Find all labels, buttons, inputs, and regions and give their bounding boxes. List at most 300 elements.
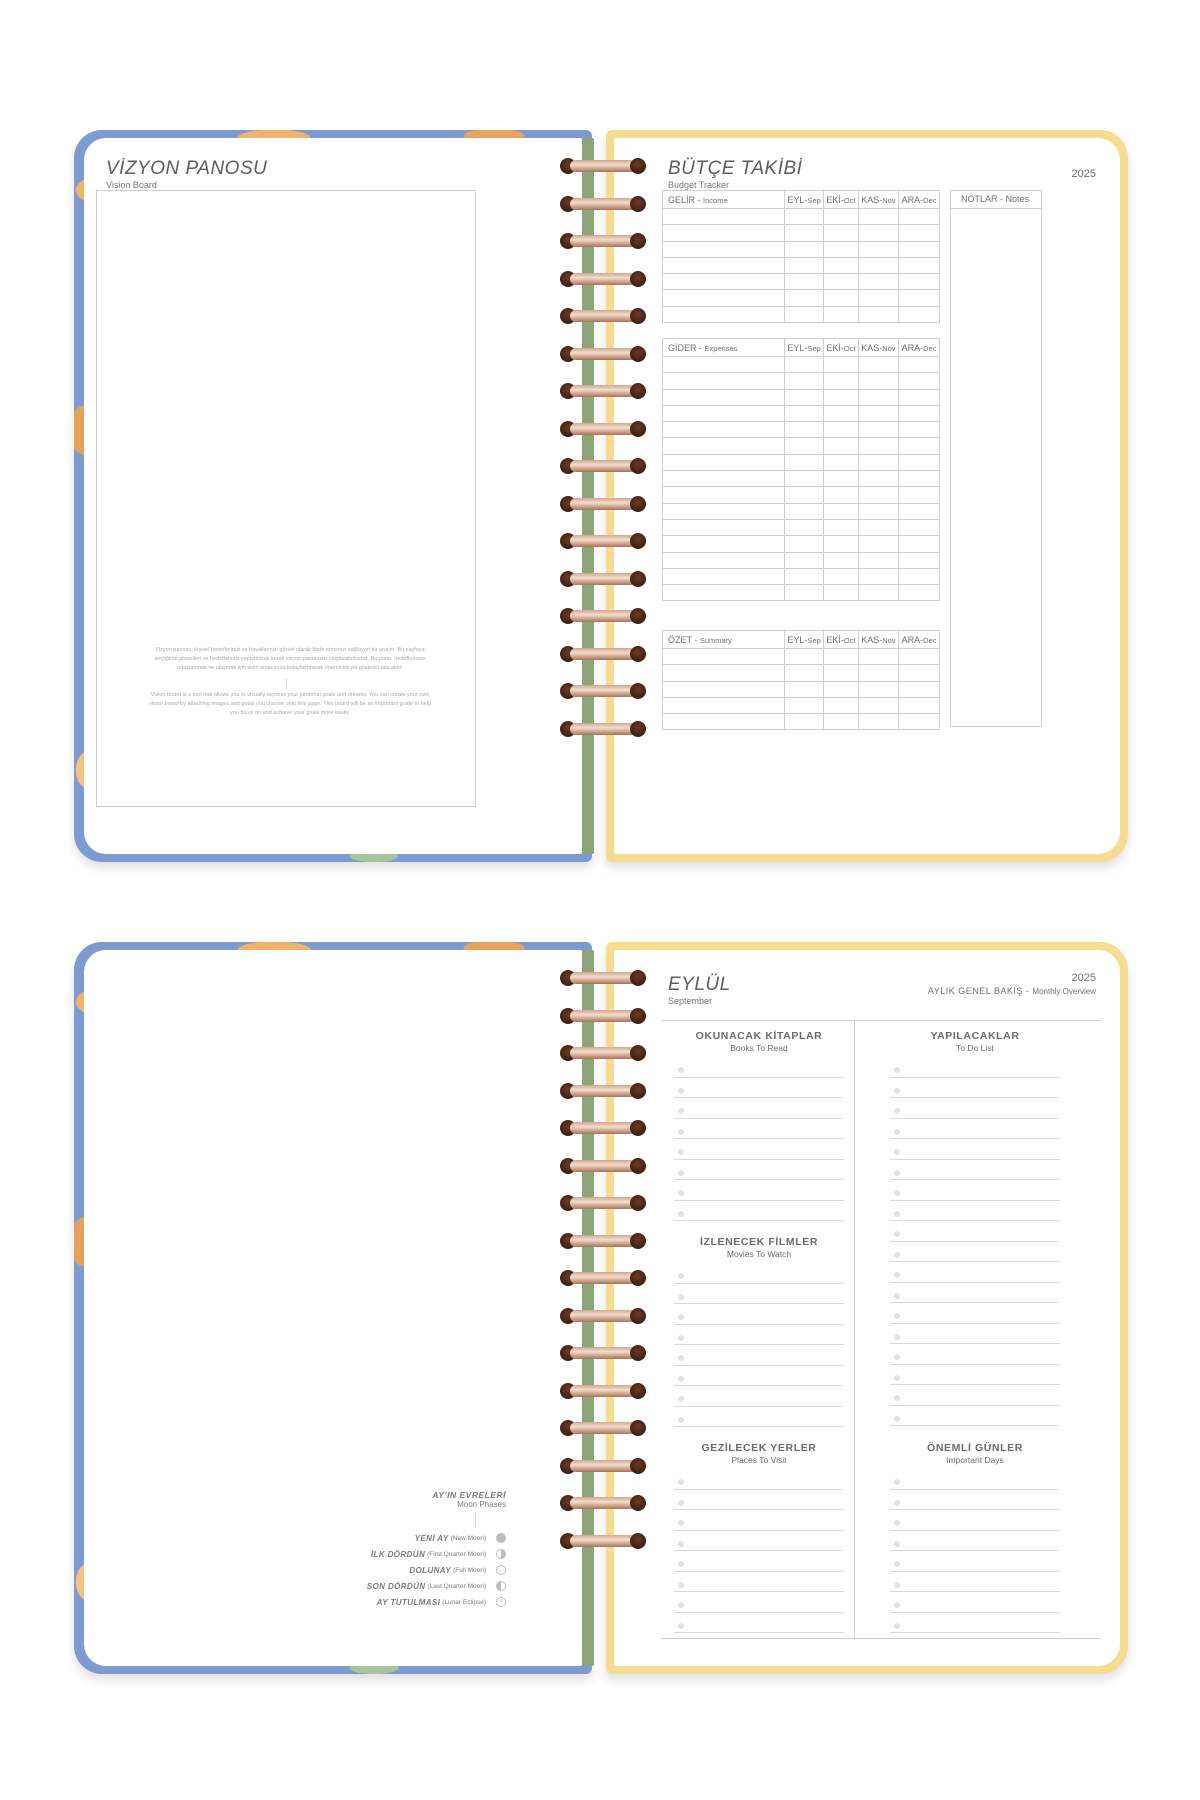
list-item[interactable]: [890, 1242, 1060, 1263]
table-cell[interactable]: [824, 697, 858, 713]
punch-hole: [630, 683, 646, 699]
table-cell[interactable]: [785, 290, 824, 306]
list-item[interactable]: [674, 1572, 844, 1593]
phase-label-tr: SON DÖRDÜN: [366, 1581, 426, 1591]
spiral-ring: [558, 1306, 648, 1326]
list-item[interactable]: [674, 1160, 844, 1181]
floral-cover-left: [74, 942, 592, 1674]
table-cell[interactable]: [899, 536, 940, 552]
list-item[interactable]: [674, 1531, 844, 1552]
table-cell[interactable]: [824, 503, 858, 519]
table-cell[interactable]: [858, 422, 898, 438]
wire-coil: [570, 1047, 636, 1059]
table-cell[interactable]: [858, 274, 898, 290]
table-cell[interactable]: [785, 225, 824, 241]
table-cell[interactable]: [785, 257, 824, 273]
punch-hole: [630, 1008, 646, 1024]
month-label-tr: ARA: [901, 342, 921, 353]
table-cell[interactable]: [663, 568, 785, 584]
table-cell[interactable]: [899, 681, 940, 697]
table-cell[interactable]: [663, 306, 785, 322]
punch-hole: [630, 646, 646, 662]
list-item[interactable]: [674, 1407, 844, 1428]
list-item[interactable]: [674, 1304, 844, 1325]
list-item[interactable]: [890, 1283, 1060, 1304]
list-item[interactable]: [890, 1078, 1060, 1099]
punch-hole: [630, 346, 646, 362]
list-item[interactable]: [890, 1139, 1060, 1160]
table-cell[interactable]: [824, 519, 858, 535]
table-cell[interactable]: [663, 649, 785, 665]
table-cell[interactable]: [858, 389, 898, 405]
table-cell[interactable]: [824, 225, 858, 241]
moon-phase-row: [367, 1565, 506, 1575]
table-cell[interactable]: [858, 665, 898, 681]
list-item[interactable]: [890, 1221, 1060, 1242]
notes-box[interactable]: [950, 190, 1042, 727]
table-cell[interactable]: [899, 503, 940, 519]
wire-coil: [570, 460, 636, 472]
month-column-header: EKİ-Oct: [824, 631, 858, 649]
list-item[interactable]: [890, 1406, 1060, 1427]
table-cell[interactable]: [785, 405, 824, 421]
table-row: [663, 487, 940, 503]
table-cell[interactable]: [663, 274, 785, 290]
moon-phase-row: [367, 1533, 506, 1543]
punch-hole: [630, 533, 646, 549]
table-cell[interactable]: [663, 665, 785, 681]
table-cell[interactable]: [824, 422, 858, 438]
moon-phase-row: [367, 1549, 506, 1559]
section-label-tr: GELİR: [668, 194, 696, 205]
table-cell[interactable]: [663, 209, 785, 225]
table-cell[interactable]: [899, 274, 940, 290]
list-item[interactable]: [890, 1160, 1060, 1181]
punch-hole: [630, 721, 646, 737]
month-label-en: Sep: [807, 635, 821, 645]
spiral-ring: [558, 644, 648, 664]
section-subtitle: Places To Visit: [731, 1455, 787, 1465]
table-cell[interactable]: [858, 225, 898, 241]
table-cell[interactable]: [824, 241, 858, 257]
table-cell[interactable]: [663, 257, 785, 273]
moon-phase-row: [367, 1597, 506, 1607]
table-row: [663, 357, 940, 373]
overview-label-en: Monthly Overview: [1032, 987, 1096, 996]
list-item[interactable]: [890, 1551, 1060, 1572]
list-item[interactable]: [674, 1119, 844, 1140]
table-cell[interactable]: [785, 373, 824, 389]
section-label-en: Expenses: [704, 343, 738, 353]
table-cell[interactable]: [899, 241, 940, 257]
table-cell[interactable]: [824, 405, 858, 421]
list-item[interactable]: [674, 1201, 844, 1222]
table-cell[interactable]: [899, 649, 940, 665]
wire-coil: [570, 1160, 636, 1172]
table-cell[interactable]: [824, 290, 858, 306]
table-cell[interactable]: [899, 552, 940, 568]
table-cell[interactable]: [824, 681, 858, 697]
wire-coil: [570, 1535, 636, 1547]
year-label: 2025: [1071, 972, 1096, 984]
table-cell[interactable]: [858, 536, 898, 552]
table-cell[interactable]: [899, 519, 940, 535]
list-item[interactable]: [890, 1201, 1060, 1222]
table-row: [663, 422, 940, 438]
list-item[interactable]: [890, 1098, 1060, 1119]
list-item[interactable]: [674, 1469, 844, 1490]
table-cell[interactable]: [663, 422, 785, 438]
moon-phases-page: [84, 950, 582, 1666]
month-column-header: EYL-Sep: [785, 339, 824, 357]
column-header: GELİR - Income: [663, 191, 785, 209]
spiral-ring: [558, 194, 648, 214]
punch-hole: [630, 1533, 646, 1549]
month-label-tr: EKİ: [826, 634, 841, 645]
wire-coil: [570, 498, 636, 510]
punch-hole: [630, 970, 646, 986]
overview-header: 2025 AYLIK GENEL BAKIŞ - Monthly Overview: [927, 972, 1096, 996]
table-cell[interactable]: [858, 471, 898, 487]
table-row: [663, 503, 940, 519]
section-subtitle: Books To Read: [730, 1043, 788, 1053]
table-cell[interactable]: [858, 568, 898, 584]
table-cell[interactable]: [785, 585, 824, 601]
section-title: ÖNEMLİ GÜNLER: [927, 1442, 1023, 1454]
table-cell[interactable]: [663, 714, 785, 730]
table-cell[interactable]: [663, 536, 785, 552]
table-cell[interactable]: [663, 585, 785, 601]
table-cell[interactable]: [663, 681, 785, 697]
list-item[interactable]: [674, 1180, 844, 1201]
table-cell[interactable]: [858, 519, 898, 535]
list-item[interactable]: [674, 1613, 844, 1634]
table-cell[interactable]: [663, 454, 785, 470]
table-cell[interactable]: [663, 357, 785, 373]
month-column-header: ARA-Dec: [899, 631, 940, 649]
spiral-ring: [558, 456, 648, 476]
table-cell[interactable]: [899, 438, 940, 454]
column-header: ÖZET - Summary: [663, 631, 785, 649]
table-cell[interactable]: [858, 438, 898, 454]
table-header-row: [663, 631, 940, 649]
wire-coil: [570, 1422, 636, 1434]
table-cell[interactable]: [663, 487, 785, 503]
table-cell[interactable]: [785, 454, 824, 470]
list-item[interactable]: [890, 1385, 1060, 1406]
punch-hole: [630, 1120, 646, 1136]
table-cell[interactable]: [663, 519, 785, 535]
table-cell[interactable]: [858, 681, 898, 697]
wire-coil: [570, 648, 636, 660]
table-cell[interactable]: [899, 225, 940, 241]
punch-hole: [630, 1420, 646, 1436]
table-cell[interactable]: [785, 552, 824, 568]
table-cell[interactable]: [663, 438, 785, 454]
table-header-row: [663, 191, 940, 209]
table-cell[interactable]: [899, 373, 940, 389]
table-cell[interactable]: [663, 225, 785, 241]
table-row: [663, 438, 940, 454]
month-label-tr: KAS: [861, 634, 880, 645]
table-cell[interactable]: [824, 389, 858, 405]
list-item[interactable]: [674, 1139, 844, 1160]
table-cell[interactable]: [899, 665, 940, 681]
todo-list[interactable]: [880, 1057, 1070, 1426]
table-cell[interactable]: [899, 714, 940, 730]
table-cell[interactable]: [858, 503, 898, 519]
table-cell[interactable]: [785, 274, 824, 290]
places-list[interactable]: [664, 1469, 854, 1633]
table-cell[interactable]: [858, 552, 898, 568]
table-row: [663, 209, 940, 225]
table-cell[interactable]: [785, 209, 824, 225]
table-cell[interactable]: [785, 503, 824, 519]
spiral-ring: [558, 968, 648, 988]
table-cell[interactable]: [785, 568, 824, 584]
floral-cover-left: [74, 130, 592, 862]
moon-phases-legend: [367, 1490, 506, 1613]
vision-board-area[interactable]: [96, 190, 476, 807]
list-item[interactable]: [674, 1490, 844, 1511]
table-cell[interactable]: [663, 373, 785, 389]
table-cell[interactable]: [899, 306, 940, 322]
table-cell[interactable]: [899, 389, 940, 405]
table-cell[interactable]: [824, 649, 858, 665]
month-column-header: EKİ-Oct: [824, 191, 858, 209]
table-cell[interactable]: [858, 454, 898, 470]
expenses-table[interactable]: [662, 338, 940, 601]
table-cell[interactable]: [824, 487, 858, 503]
table-cell[interactable]: [785, 519, 824, 535]
list-item[interactable]: [890, 1303, 1060, 1324]
table-cell[interactable]: [858, 257, 898, 273]
table-row: [663, 552, 940, 568]
table-cell[interactable]: [858, 714, 898, 730]
column-header: GİDER - Expenses: [663, 339, 785, 357]
list-item[interactable]: [890, 1180, 1060, 1201]
list-item[interactable]: [674, 1263, 844, 1284]
list-item[interactable]: [674, 1386, 844, 1407]
month-label-en: Oct: [843, 343, 856, 353]
month-label-en: Dec: [923, 343, 937, 353]
summary-table[interactable]: [662, 630, 940, 730]
list-item[interactable]: [674, 1057, 844, 1078]
table-cell[interactable]: [663, 471, 785, 487]
table-cell[interactable]: [899, 471, 940, 487]
list-item[interactable]: [674, 1284, 844, 1305]
table-cell[interactable]: [663, 405, 785, 421]
table-cell[interactable]: [899, 257, 940, 273]
table-cell[interactable]: [899, 405, 940, 421]
movies-list[interactable]: [664, 1263, 854, 1427]
table-cell[interactable]: [785, 422, 824, 438]
table-cell[interactable]: [785, 471, 824, 487]
list-item[interactable]: [674, 1551, 844, 1572]
table-row: [663, 697, 940, 713]
spiral-ring: [558, 569, 648, 589]
wire-coil: [570, 1347, 636, 1359]
table-cell[interactable]: [663, 389, 785, 405]
table-cell[interactable]: [785, 649, 824, 665]
table-cell[interactable]: [824, 552, 858, 568]
first-quarter-icon: [496, 1549, 506, 1559]
punch-hole: [630, 571, 646, 587]
table-cell[interactable]: [824, 471, 858, 487]
table-cell[interactable]: [785, 487, 824, 503]
table-cell[interactable]: [824, 438, 858, 454]
table-cell[interactable]: [899, 209, 940, 225]
table-cell[interactable]: [785, 438, 824, 454]
section-title: YAPILACAKLAR: [930, 1030, 1020, 1042]
month-column-header: KAS-Nov: [858, 339, 898, 357]
table-cell[interactable]: [858, 405, 898, 421]
list-item[interactable]: [890, 1365, 1060, 1386]
punch-hole: [630, 1495, 646, 1511]
phase-label-tr: AY TUTULMASI: [376, 1597, 441, 1607]
table-cell[interactable]: [663, 697, 785, 713]
table-cell[interactable]: [858, 373, 898, 389]
month-subtitle: September: [668, 996, 713, 1006]
table-cell[interactable]: [824, 209, 858, 225]
table-cell[interactable]: [899, 585, 940, 601]
table-cell[interactable]: [899, 422, 940, 438]
table-cell[interactable]: [785, 681, 824, 697]
list-item[interactable]: [674, 1366, 844, 1387]
list-item[interactable]: [674, 1345, 844, 1366]
table-cell[interactable]: [899, 454, 940, 470]
month-label-en: Sep: [807, 343, 821, 353]
table-row: [663, 471, 940, 487]
list-item[interactable]: [674, 1592, 844, 1613]
section-label-en: Summary: [699, 635, 732, 645]
list-item[interactable]: [890, 1572, 1060, 1593]
table-cell[interactable]: [663, 552, 785, 568]
important-days-list[interactable]: [880, 1469, 1070, 1633]
month-label-tr: EKİ: [826, 342, 841, 353]
table-cell[interactable]: [824, 665, 858, 681]
table-cell[interactable]: [824, 714, 858, 730]
table-cell[interactable]: [858, 209, 898, 225]
table-cell[interactable]: [824, 306, 858, 322]
month-label-tr: ARA: [901, 634, 921, 645]
table-cell[interactable]: [824, 568, 858, 584]
notes-header: NOTLAR - Notes: [951, 191, 1041, 209]
table-cell[interactable]: [858, 290, 898, 306]
table-row: [663, 585, 940, 601]
table-cell[interactable]: [899, 290, 940, 306]
list-item[interactable]: [674, 1325, 844, 1346]
list-item[interactable]: [890, 1344, 1060, 1365]
books-list[interactable]: [664, 1057, 854, 1221]
table-cell[interactable]: [785, 665, 824, 681]
table-cell[interactable]: [785, 714, 824, 730]
table-cell[interactable]: [824, 373, 858, 389]
vision-board-heading: [106, 158, 267, 190]
table-cell[interactable]: [899, 357, 940, 373]
list-item[interactable]: [890, 1057, 1060, 1078]
table-cell[interactable]: [899, 697, 940, 713]
table-cell[interactable]: [858, 487, 898, 503]
wire-coil: [570, 1010, 636, 1022]
wire-coil: [570, 423, 636, 435]
list-item[interactable]: [890, 1613, 1060, 1634]
list-item[interactable]: [674, 1510, 844, 1531]
list-item[interactable]: [674, 1098, 844, 1119]
page-title: BÜTÇE TAKİBİ: [668, 158, 803, 179]
table-cell[interactable]: [824, 357, 858, 373]
spiral-binding: [558, 130, 648, 862]
table-cell[interactable]: [824, 585, 858, 601]
table-cell[interactable]: [663, 290, 785, 306]
places-to-visit-section: [664, 1442, 854, 1633]
wire-coil: [570, 1272, 636, 1284]
table-row: [663, 274, 940, 290]
wire-coil: [570, 1310, 636, 1322]
table-row: [663, 257, 940, 273]
table-cell[interactable]: [663, 241, 785, 257]
section-label-tr: GİDER: [668, 342, 697, 353]
table-cell[interactable]: [785, 389, 824, 405]
list-item[interactable]: [890, 1531, 1060, 1552]
list-item[interactable]: [890, 1490, 1060, 1511]
last-quarter-icon: [496, 1581, 506, 1591]
phase-label-tr: DOLUNAY: [409, 1565, 452, 1575]
month-column-header: EYL-Sep: [785, 631, 824, 649]
month-label-tr: ARA: [901, 194, 921, 205]
table-cell[interactable]: [824, 454, 858, 470]
table-cell[interactable]: [785, 697, 824, 713]
table-cell[interactable]: [785, 241, 824, 257]
table-cell[interactable]: [858, 697, 898, 713]
section-title: OKUNACAK KİTAPLAR: [695, 1030, 823, 1042]
punch-hole: [630, 421, 646, 437]
list-item[interactable]: [890, 1324, 1060, 1345]
list-item[interactable]: [674, 1078, 844, 1099]
phase-label-en: (Full Moon): [453, 1566, 486, 1574]
list-item[interactable]: [890, 1119, 1060, 1140]
table-cell[interactable]: [824, 257, 858, 273]
table-cell[interactable]: [858, 585, 898, 601]
table-cell[interactable]: [824, 536, 858, 552]
table-cell[interactable]: [858, 649, 898, 665]
wire-coil: [570, 235, 636, 247]
table-cell[interactable]: [858, 357, 898, 373]
month-label-en: Nov: [882, 635, 896, 645]
table-cell[interactable]: [858, 306, 898, 322]
section-title: İZLENECEK FİLMLER: [699, 1236, 819, 1248]
spiral-ring: [558, 344, 648, 364]
section-subtitle: Important Days: [946, 1455, 1004, 1465]
list-item[interactable]: [890, 1469, 1060, 1490]
table-cell[interactable]: [899, 487, 940, 503]
table-cell[interactable]: [858, 241, 898, 257]
table-cell[interactable]: [899, 568, 940, 584]
table-cell[interactable]: [785, 306, 824, 322]
list-item[interactable]: [890, 1262, 1060, 1283]
list-item[interactable]: [890, 1510, 1060, 1531]
wire-coil: [570, 535, 636, 547]
income-table[interactable]: [662, 190, 940, 323]
list-item[interactable]: [890, 1592, 1060, 1613]
table-cell[interactable]: [824, 274, 858, 290]
month-column-header: EYL-Sep: [785, 191, 824, 209]
table-cell[interactable]: [785, 357, 824, 373]
moon-phases-title: AY'IN EVRELERİ: [432, 1490, 506, 1500]
table-cell[interactable]: [785, 536, 824, 552]
table-cell[interactable]: [663, 503, 785, 519]
spiral-ring: [558, 1081, 648, 1101]
